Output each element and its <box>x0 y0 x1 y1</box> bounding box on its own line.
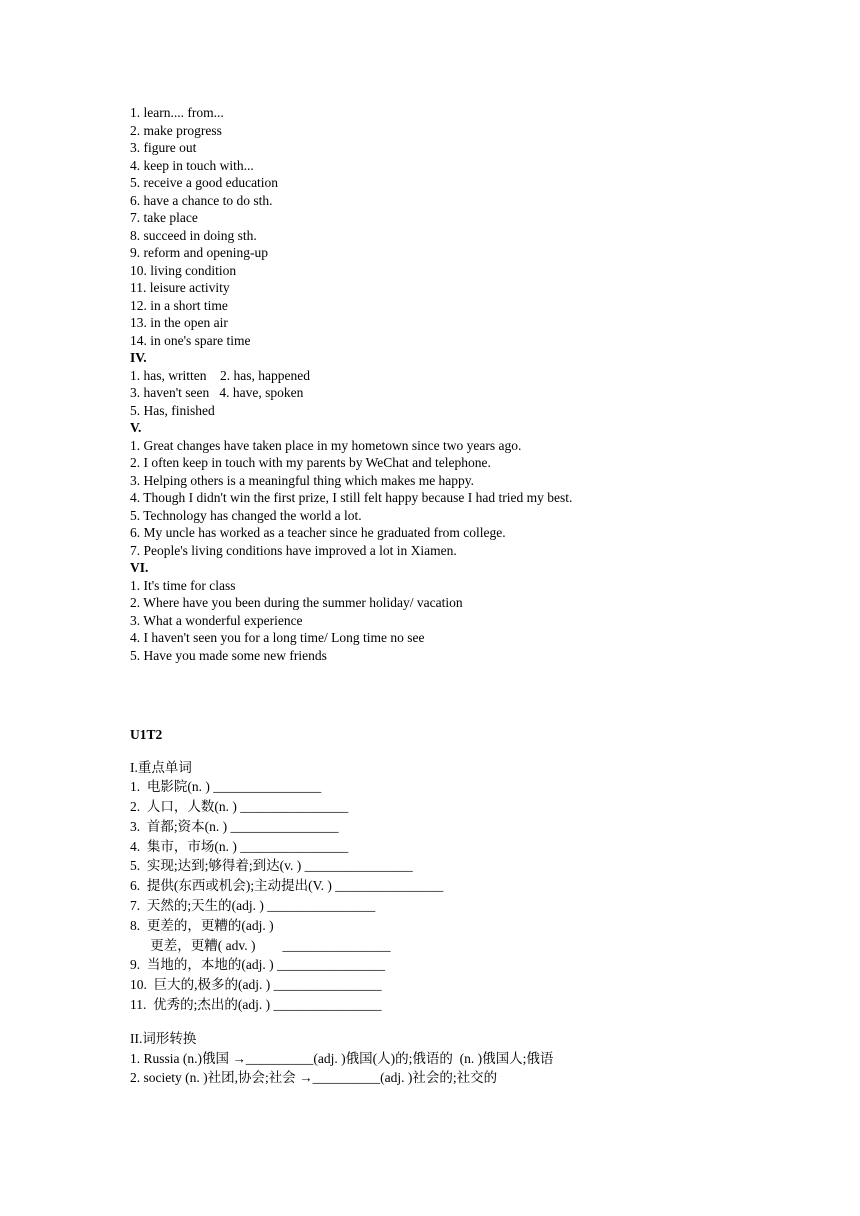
section-vi-heading: VI. <box>130 560 149 575</box>
phrase-item: 3. figure out <box>130 140 197 155</box>
form-item: 2. society (n. )社团,协会;社会 →__________(adj. )社会的;社交的 <box>130 1070 498 1086</box>
form-item: 1. Russia (n.)俄国 →__________(adj. )俄国(人)的;俄语的 (n. )俄国人;俄语 <box>130 1050 554 1066</box>
vocab-item: 更差，更糟( adv. ) ________________ <box>130 937 391 953</box>
answer-line: 2. I often keep in touch with my parents by WeChat and telephone. <box>130 455 491 470</box>
answer-line: 1. has, written 2. has, happened <box>130 367 310 383</box>
vocab-item: 3. 首都;资本(n. ) ________________ <box>130 818 339 834</box>
phrase-item: 13. in the open air <box>130 315 228 330</box>
vocab-heading: I.重点单词 <box>130 759 192 775</box>
section-iv <box>130 349 770 419</box>
answer-line: 4. Though I didn't win the first prize, I still felt happy because I had tried my best. <box>130 490 573 505</box>
phrase-item: 4. keep in touch with... <box>130 157 254 173</box>
answer-line: 3. haven't seen 4. have, spoken <box>130 385 304 400</box>
phrase-item: 14. in one's spare time <box>130 332 251 348</box>
answer-line: 1. It's time for class <box>130 577 236 593</box>
vocab-item: 2. 人口，人数(n. ) ________________ <box>130 799 349 815</box>
worksheet-page <box>130 104 770 1088</box>
phrase-item: 12. in a short time <box>130 297 228 313</box>
vocab-item: 6. 提供(东西或机会);主动提出(V. ) ________________ <box>130 878 444 894</box>
answer-line: 3. What a wonderful experience <box>130 612 303 628</box>
phrase-item: 1. learn.... from... <box>130 105 224 120</box>
section-vi <box>130 559 770 664</box>
phrase-list <box>130 104 770 349</box>
phrase-item: 5. receive a good education <box>130 175 279 190</box>
answer-line: 2. Where have you been during the summer holiday/ vacation <box>130 595 463 610</box>
vocab-item: 1. 电影院(n. ) ________________ <box>130 779 322 795</box>
answer-line: 1. Great changes have taken place in my hometown since two years ago. <box>130 437 522 453</box>
phrase-item: 2. make progress <box>130 122 222 138</box>
forms-heading: II.词形转换 <box>130 1030 197 1046</box>
vocab-item: 10. 巨大的,极多的(adj. ) ________________ <box>130 977 382 993</box>
vocab-item: 9. 当地的，本地的(adj. ) ________________ <box>130 957 385 973</box>
section-v <box>130 419 770 559</box>
phrase-item: 9. reform and opening-up <box>130 245 268 260</box>
vocab-item: 4. 集市，市场(n. ) ________________ <box>130 838 349 854</box>
phrase-item: 7. take place <box>130 210 198 225</box>
vocab-item: 7. 天然的;天生的(adj. ) ________________ <box>130 898 376 914</box>
unit-section <box>130 726 770 1088</box>
phrase-item: 6. have a chance to do sth. <box>130 192 273 208</box>
phrase-item: 10. living condition <box>130 262 237 278</box>
answer-line: 3. Helping others is a meaningful thing which makes me happy. <box>130 472 475 488</box>
answer-line: 5. Technology has changed the world a lot. <box>130 507 362 523</box>
answer-line: 7. People's living conditions have improved a lot in Xiamen. <box>130 542 457 558</box>
answer-line: 4. I haven't seen you for a long time/ Long time no see <box>130 630 425 645</box>
section-v-heading: V. <box>130 420 142 435</box>
answer-line: 5. Has, finished <box>130 402 215 418</box>
vocab-item: 11. 优秀的;杰出的(adj. ) ________________ <box>130 997 382 1013</box>
phrase-item: 8. succeed in doing sth. <box>130 227 257 243</box>
answer-line: 5. Have you made some new friends <box>130 647 327 663</box>
answer-line: 6. My uncle has worked as a teacher since he graduated from college. <box>130 525 506 540</box>
vocab-item: 8. 更差的，更糟的(adj. ) <box>130 917 274 933</box>
unit-title: U1T2 <box>130 727 163 742</box>
section-iv-heading: IV. <box>130 350 147 365</box>
phrase-item: 11. leisure activity <box>130 280 230 295</box>
vocab-item: 5. 实现;达到;够得着;到达(v. ) ________________ <box>130 858 413 874</box>
